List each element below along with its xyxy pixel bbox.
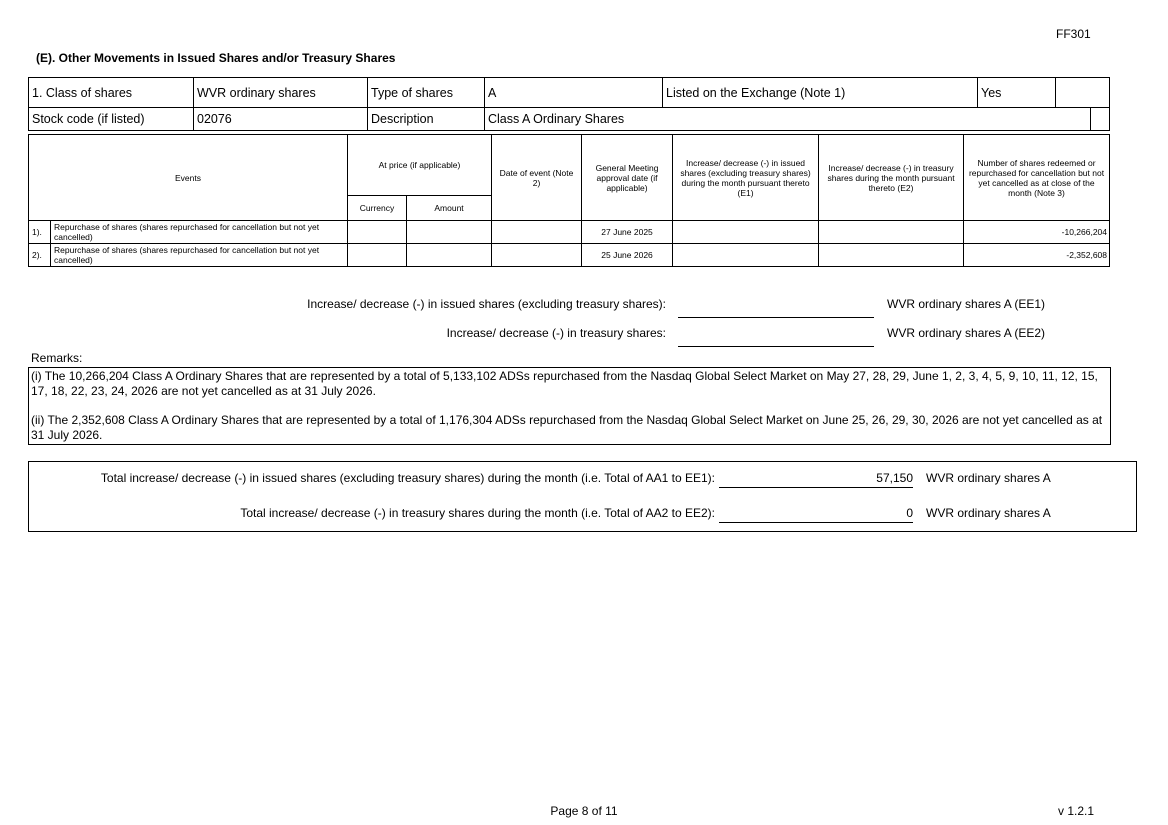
row-date-of-event	[492, 244, 582, 267]
note3-header: Number of shares redeemed or repurchased for cancellation but not yet cancelled as at close of the month (Note 3)	[964, 135, 1110, 221]
row-date-of-event	[492, 221, 582, 244]
table-row	[29, 221, 1110, 244]
total-treasury-value: 0	[719, 506, 913, 523]
at-price-header: At price (if applicable)	[348, 135, 492, 196]
total-issued-value: 57,150	[719, 471, 913, 488]
e2-header: Increase/ decrease (-) in treasury shares during the month pursuant thereto (E2)	[819, 135, 964, 221]
total-treasury-unit: WVR ordinary shares A	[926, 506, 1051, 520]
ee1-unit: WVR ordinary shares A (EE1)	[887, 297, 1046, 311]
row-e2	[819, 221, 964, 244]
row-note3: -10,266,204	[964, 221, 1110, 244]
empty-cell	[1056, 78, 1110, 108]
totals-box	[28, 461, 1137, 532]
row-e1	[673, 244, 819, 267]
events-table	[28, 134, 1110, 267]
ee2-label: Increase/ decrease (-) in treasury shares:	[446, 326, 666, 340]
row-number: 1).	[29, 221, 51, 244]
ee1-value-line[interactable]	[678, 316, 874, 318]
row-currency	[348, 221, 407, 244]
listed-value: Yes	[978, 78, 1056, 108]
class-value: WVR ordinary shares	[194, 78, 368, 108]
class-of-shares-table	[28, 77, 1110, 131]
total-treasury-label: Total increase/ decrease (-) in treasury shares during the month (i.e. Total of AA2 to EE2):	[240, 506, 715, 520]
row-event: Repurchase of shares (shares repurchased for cancellation but not yet cancelled)	[51, 244, 348, 267]
listed-label: Listed on the Exchange (Note 1)	[663, 78, 978, 108]
row-e1	[673, 221, 819, 244]
type-value: A	[485, 78, 663, 108]
currency-header: Currency	[348, 196, 407, 221]
page-number: Page 8 of 11	[550, 804, 618, 818]
row-e2	[819, 244, 964, 267]
row-note3: -2,352,608	[964, 244, 1110, 267]
row-gm-date: 25 June 2026	[582, 244, 673, 267]
description-value: Class A Ordinary Shares	[485, 108, 1091, 131]
row-event: Repurchase of shares (shares repurchased for cancellation but not yet cancelled)	[51, 221, 348, 244]
version-label: v 1.2.1	[1058, 804, 1095, 818]
e1-header: Increase/ decrease (-) in issued shares (excluding treasury shares) during the month pursuant thereto (E1)	[673, 135, 819, 221]
description-label: Description	[368, 108, 485, 131]
row-gm-date: 27 June 2025	[582, 221, 673, 244]
row-amount	[407, 244, 492, 267]
ee1-label: Increase/ decrease (-) in issued shares (excluding treasury shares):	[307, 297, 666, 311]
section-title: (E). Other Movements in Issued Shares and/or Treasury Shares	[36, 51, 396, 65]
remarks-box	[28, 367, 1111, 445]
remarks-label: Remarks:	[31, 351, 83, 365]
type-label: Type of shares	[368, 78, 485, 108]
amount-header: Amount	[407, 196, 492, 221]
empty-cell	[1091, 108, 1110, 131]
form-code: FF301	[1056, 27, 1091, 41]
ee2-unit: WVR ordinary shares A (EE2)	[887, 326, 1046, 340]
general-meeting-header: General Meeting approval date (if applicable)	[582, 135, 673, 221]
row-number: 2).	[29, 244, 51, 267]
ee2-value-line[interactable]	[678, 345, 874, 347]
table-row	[29, 244, 1110, 267]
date-of-event-header: Date of event (Note 2)	[492, 135, 582, 221]
remarks-paragraph: (ii) The 2,352,608 Class A Ordinary Shares that are represented by a total of 1,176,304 ADSs repurchased from the Nasdaq Global Select Market on June 25, 26, 29, 30, 2026 are not yet cancelled as at 31 July 2026.	[31, 413, 1103, 442]
stock-code-value: 02076	[194, 108, 368, 131]
remarks-paragraph: (i) The 10,266,204 Class A Ordinary Shares that are represented by a total of 5,133,102 ADSs repurchased from the Nasdaq Global Select Market on May 27, 28, 29, June 1, 2, 3, 4, 5, 9, 10, 11, 12, 15, 17, 18, 22, 23, 24, 2026 are not yet cancelled as at 31 July 2026.	[31, 369, 1098, 398]
events-header: Events	[29, 135, 348, 221]
row-amount	[407, 221, 492, 244]
total-issued-label: Total increase/ decrease (-) in issued shares (excluding treasury shares) during the month (i.e. Total of AA1 to EE1):	[100, 471, 715, 485]
total-issued-unit: WVR ordinary shares A	[926, 471, 1051, 485]
row-currency	[348, 244, 407, 267]
class-label: 1. Class of shares	[29, 78, 194, 108]
stock-code-label: Stock code (if listed)	[29, 108, 194, 131]
